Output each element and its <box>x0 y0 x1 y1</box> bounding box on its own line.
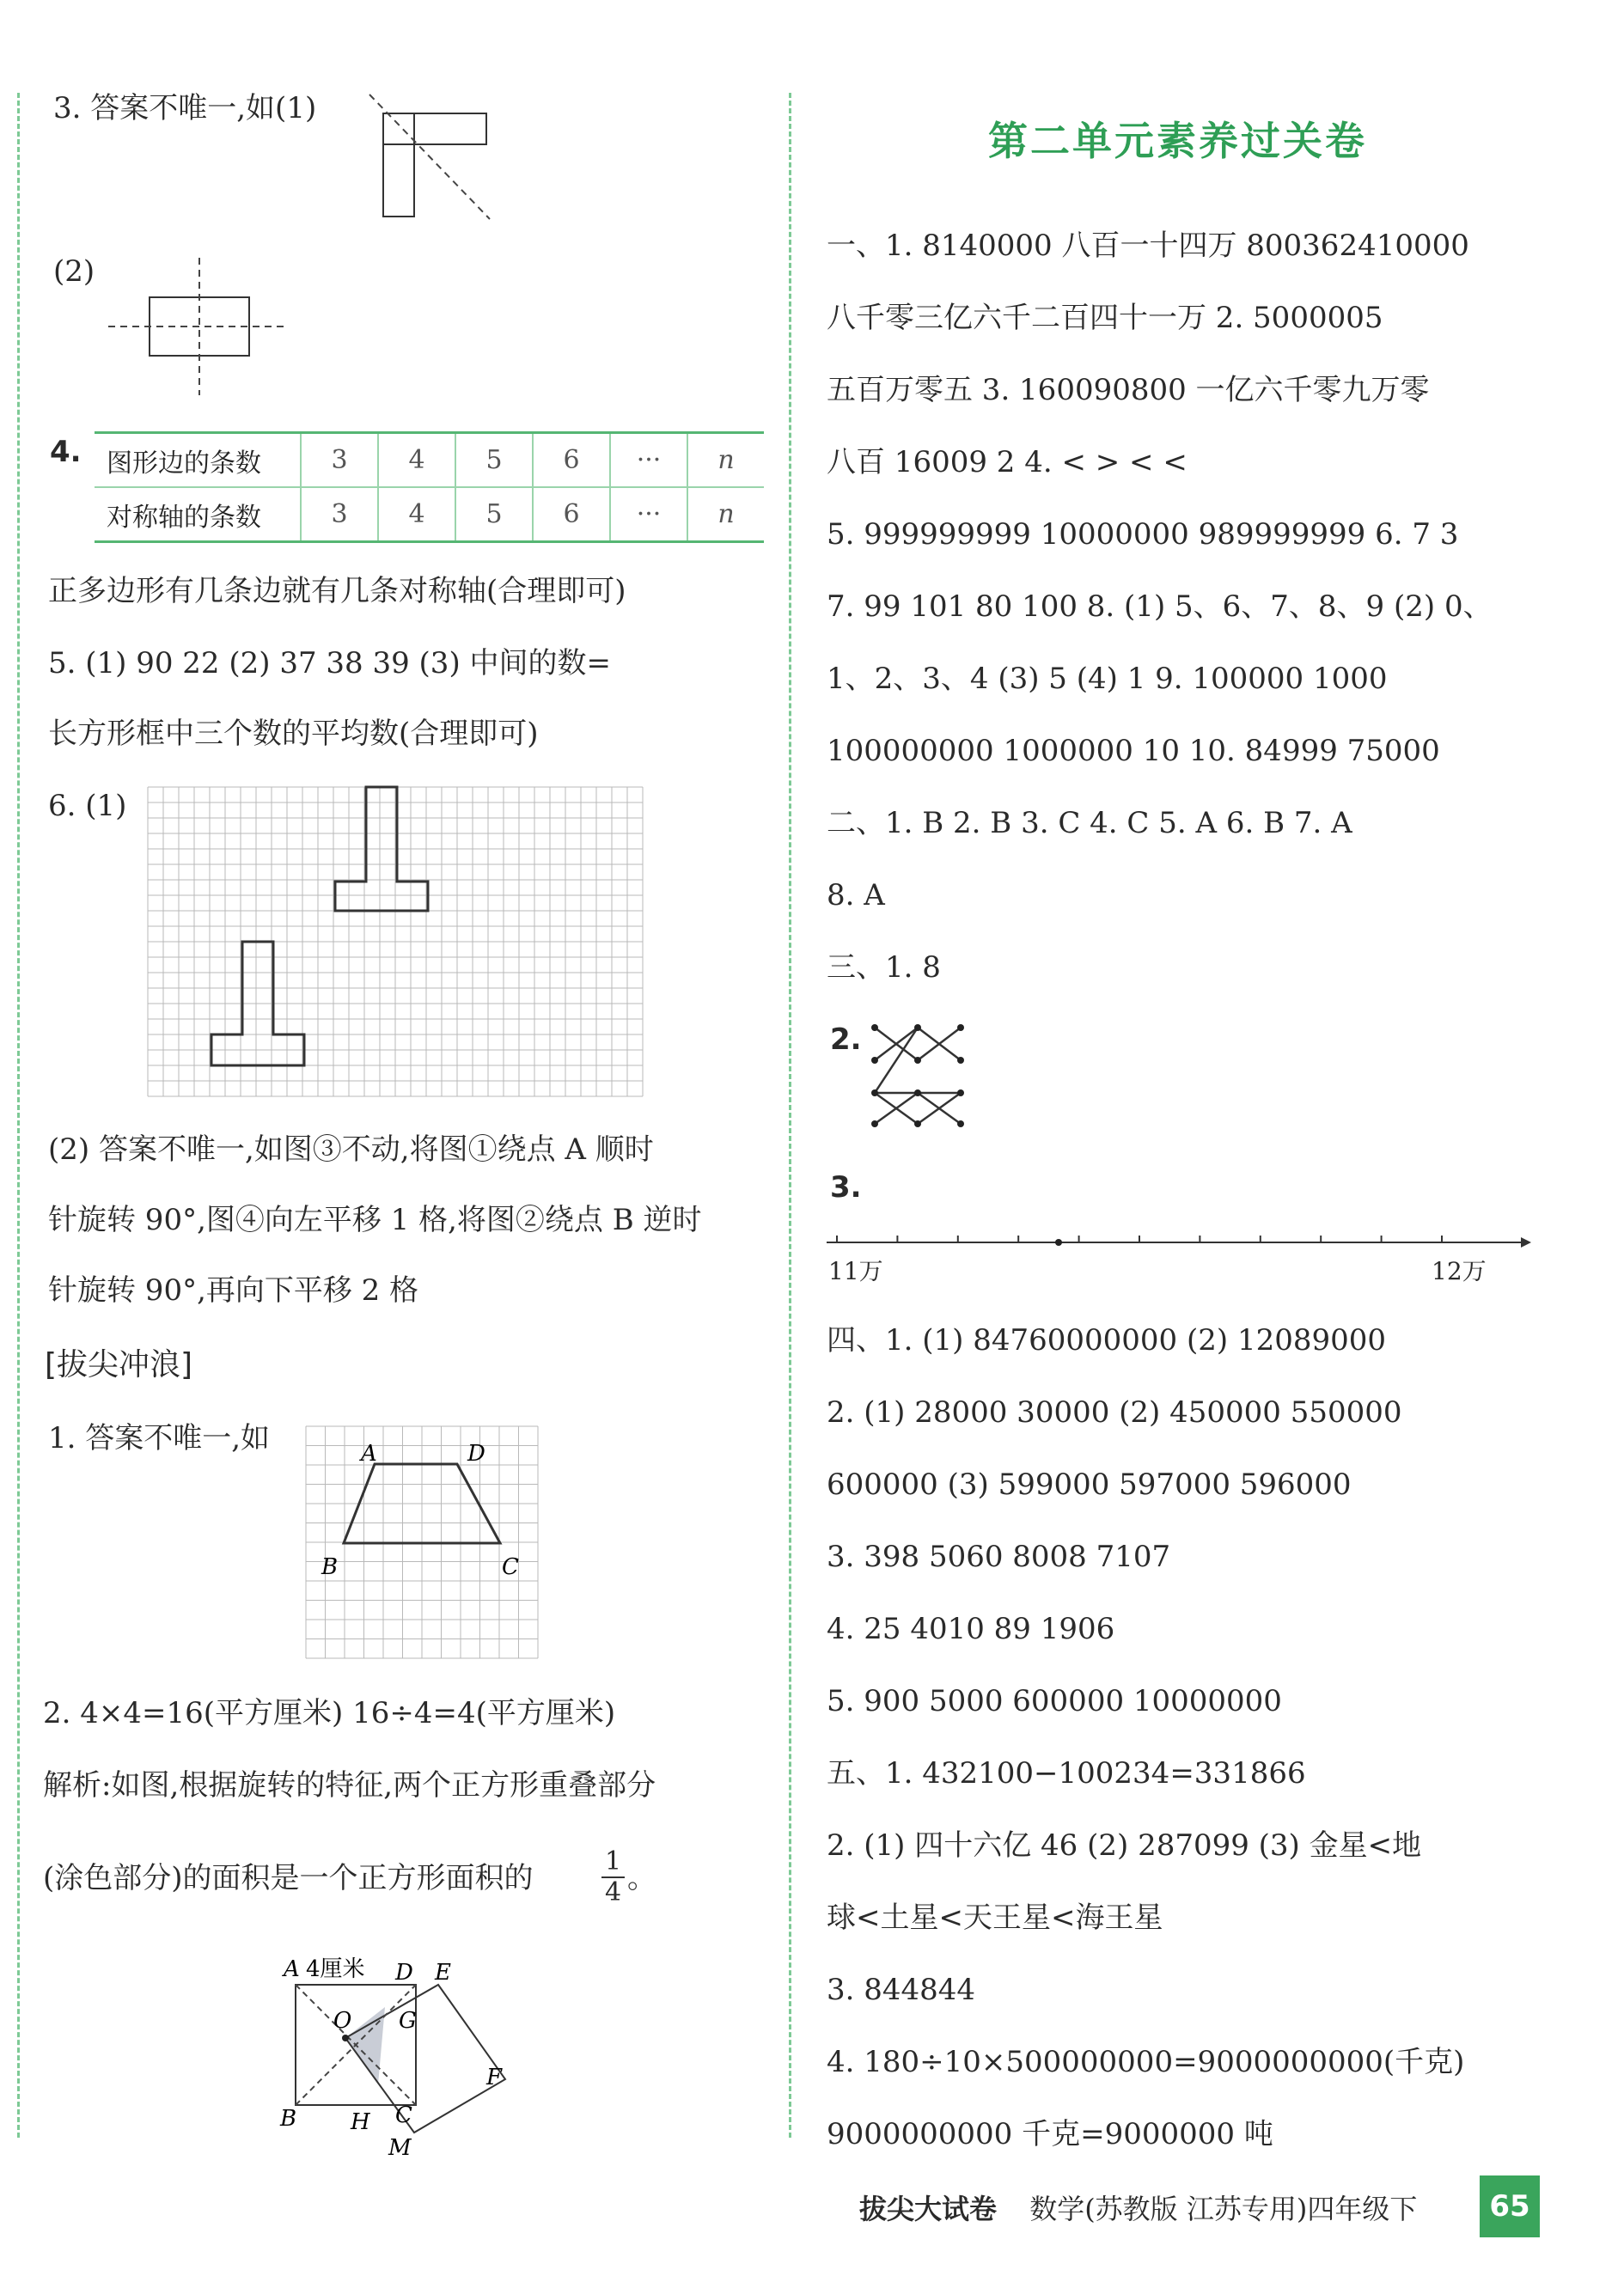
fig-label-f: F <box>486 2065 503 2090</box>
footer <box>859 2188 1417 2227</box>
number-line <box>827 1229 1531 1254</box>
cell: 3 <box>301 433 378 488</box>
answer-line: 五、1. 432100−100234=331866 <box>827 1756 1306 1791</box>
trapezoid-figure <box>306 1426 538 1658</box>
answer-line: 4. 180÷10×500000000=9000000000(千克) <box>827 2045 1465 2079</box>
row-header: 图形边的条数 <box>95 433 301 488</box>
answer-line: 八百 16009 2 4. < > < < <box>827 445 1187 479</box>
cell: 4 <box>378 487 455 542</box>
section-heading: [拔尖冲浪] <box>45 1347 193 1382</box>
answer-line: 一、1. 8140000 八百一十四万 800362410000 <box>827 229 1469 263</box>
row-header: 对称轴的条数 <box>95 487 301 542</box>
answer-line: 四、1. (1) 84760000000 (2) 12089000 <box>827 1323 1386 1358</box>
answer-line: 3. 398 5060 8008 7107 <box>827 1540 1171 1574</box>
analysis-line2: (涂色部分)的面积是一个正方形面积的 <box>43 1861 534 1895</box>
ext2-text: 2. 4×4=16(平方厘米) 16÷4=4(平方厘米) <box>43 1696 616 1730</box>
cell: 5 <box>455 487 533 542</box>
q6-label: 6. (1) <box>48 789 127 823</box>
q3-figure-1 <box>361 95 498 223</box>
page-number: 65 <box>1480 2175 1540 2237</box>
fig-label-m: M <box>388 2135 412 2161</box>
q4-note: 正多边形有几条边就有几条对称轴(合理即可) <box>48 574 626 608</box>
q3-3-number: 3. <box>830 1170 862 1205</box>
cell: 4 <box>378 433 455 488</box>
q5-line2: 长方形框中三个数的平均数(合理即可) <box>48 717 539 751</box>
q5-line1: 5. (1) 90 22 (2) 37 38 39 (3) 中间的数= <box>48 646 611 680</box>
answer-line: 4. 25 4010 89 1906 <box>827 1612 1115 1646</box>
q4-number: 4. <box>50 435 82 469</box>
q6-2-line3: 针旋转 90°,再向下平移 2 格 <box>48 1273 419 1308</box>
frac-numerator: 1 <box>601 1847 625 1878</box>
fig-label-g: G <box>399 2008 417 2034</box>
fraction-one-quarter <box>601 1847 625 1907</box>
page-title: 第二单元素养过关卷 <box>988 118 1367 164</box>
fig-label-o: O <box>333 2008 352 2034</box>
fig-label-h: H <box>351 2109 370 2135</box>
q6-2-line2: 针旋转 90°,图④向左平移 1 格,将图②绕点 B 逆时 <box>48 1203 702 1237</box>
rotated-squares-figure <box>275 1950 533 2161</box>
answer-line: 八千零三亿六千二百四十一万 2. 5000005 <box>827 301 1383 335</box>
cell: ··· <box>610 433 687 488</box>
answer-line: 9000000000 千克=9000000 吨 <box>827 2117 1273 2151</box>
answer-line: 二、1. B 2. B 3. C 4. C 5. A 6. B 7. A <box>827 806 1352 840</box>
answer-line: 2. (1) 28000 30000 (2) 450000 550000 <box>827 1395 1402 1430</box>
answer-line: 5. 999999999 10000000 989999999 6. 7 3 <box>827 517 1459 552</box>
answer-line: 三、1. 8 <box>827 950 941 985</box>
label-a: A <box>361 1441 377 1467</box>
answer-line: 2. (1) 四十六亿 46 (2) 287099 (3) 金星<地 <box>827 1828 1422 1863</box>
cell: ··· <box>610 487 687 542</box>
fig-label-e: E <box>435 1960 451 1986</box>
cell: 3 <box>301 487 378 542</box>
answer-line: 3. 844844 <box>827 1973 976 2007</box>
q3-label: 3. 答案不唯一,如(1) <box>53 91 317 125</box>
cell: 6 <box>533 433 610 488</box>
footer-subject: 数学(苏教版 江苏专用)四年级下 <box>1029 2193 1418 2225</box>
fig-label-b: B <box>280 2106 297 2132</box>
table-row <box>95 487 764 542</box>
answer-line: 球<土星<天王星<海王星 <box>827 1901 1163 1935</box>
axis-right-label: 12万 <box>1432 1257 1487 1285</box>
table-row <box>95 433 764 488</box>
axis-left-label: 11万 <box>828 1257 883 1285</box>
q6-grid-figure <box>148 787 646 1096</box>
cell: n <box>687 433 764 488</box>
answer-line: 五百万零五 3. 160090800 一亿六千零九万零 <box>827 373 1430 407</box>
answer-line: 7. 99 101 80 100 8. (1) 5、6、7、8、9 (2) 0、 <box>827 589 1493 624</box>
answer-line: 600000 (3) 599000 597000 596000 <box>827 1468 1352 1502</box>
column-divider <box>789 93 791 2138</box>
matching-figure <box>868 1017 988 1146</box>
fig-label-length: 4厘米 <box>306 1956 365 1982</box>
fig-label-a: A <box>284 1956 300 1982</box>
cell: 6 <box>533 487 610 542</box>
footer-brand: 拔尖大试卷 <box>859 2193 998 2225</box>
analysis-line1: 解析:如图,根据旋转的特征,两个正方形重叠部分 <box>43 1768 656 1803</box>
ext1-label: 1. 答案不唯一,如 <box>48 1421 271 1455</box>
q3-2-label: (2) <box>53 254 95 289</box>
label-d: D <box>467 1441 485 1467</box>
fig-label-d: D <box>395 1960 413 1986</box>
cell: 5 <box>455 433 533 488</box>
answer-line: 1、2、3、4 (3) 5 (4) 1 9. 100000 1000 <box>827 662 1388 696</box>
answer-line: 5. 900 5000 600000 10000000 <box>827 1684 1282 1718</box>
fig-label-c: C <box>395 2102 412 2128</box>
label-c: C <box>502 1554 519 1580</box>
q3-2-number: 2. <box>830 1022 862 1057</box>
q3-figure-2 <box>108 258 297 395</box>
q6-2-line1: (2) 答案不唯一,如图③不动,将图①绕点 A 顺时 <box>48 1132 654 1167</box>
cell: n <box>687 487 764 542</box>
frac-denominator: 4 <box>605 1877 622 1907</box>
label-b: B <box>321 1554 339 1580</box>
frac-tail: 。 <box>627 1861 656 1895</box>
answer-line: 100000000 1000000 10 10. 84999 75000 <box>827 734 1440 768</box>
symmetry-table <box>95 431 764 543</box>
left-margin-line <box>17 93 20 2138</box>
answer-line: 8. A <box>827 878 885 912</box>
